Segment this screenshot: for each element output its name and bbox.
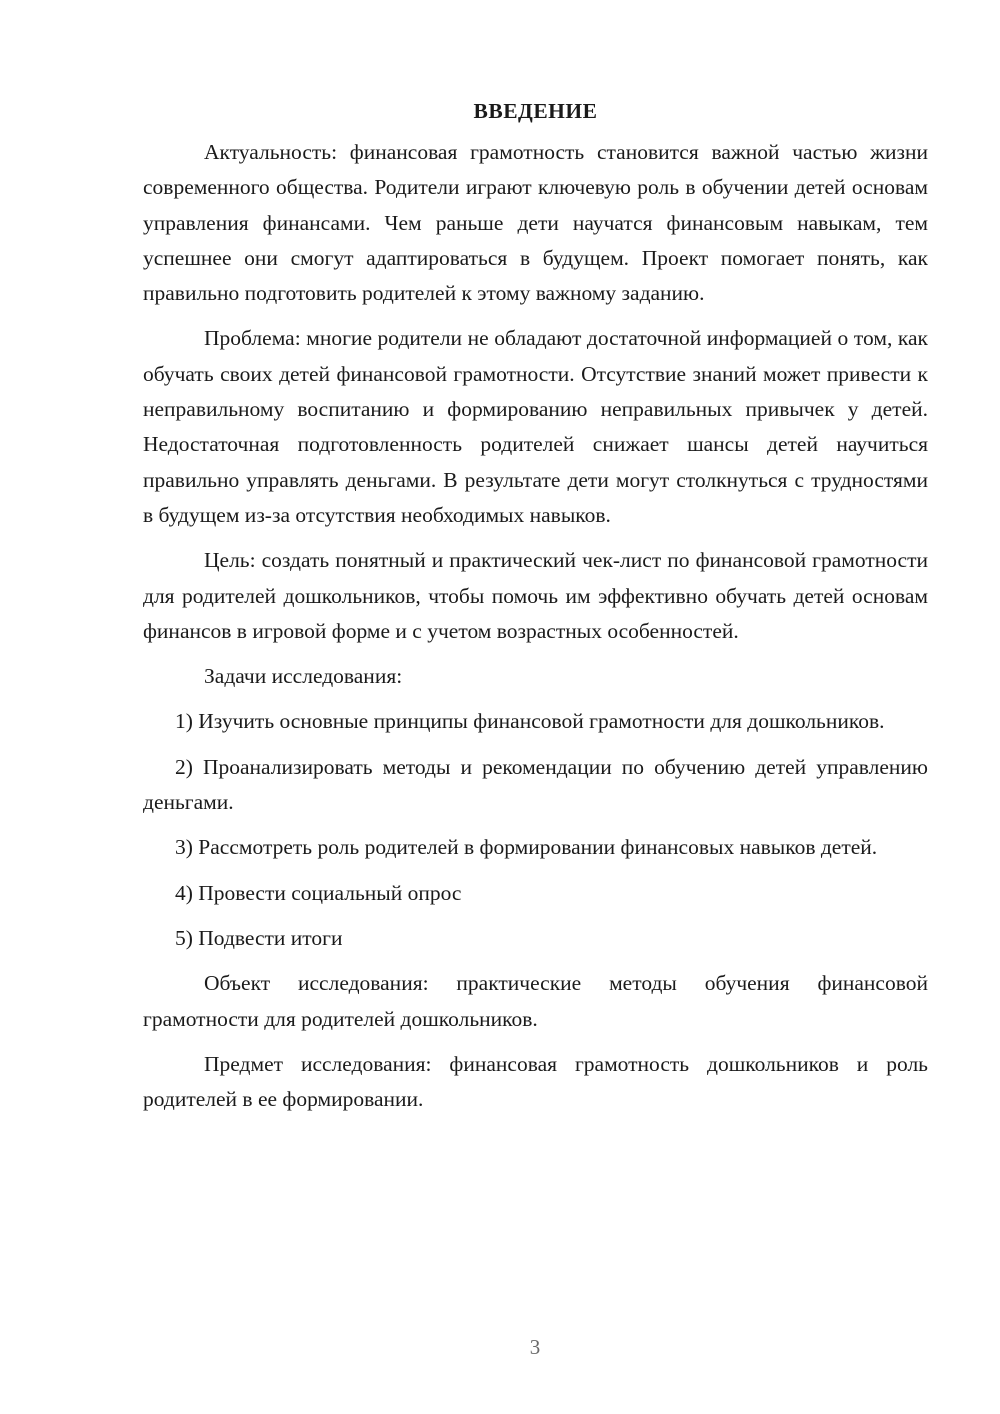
task-item-1: 1) Изучить основные принципы финансовой грамотности для дошкольников. xyxy=(175,709,885,734)
task-item-5: 5) Подвести итоги xyxy=(175,925,343,950)
task-item-2: 2) Проанализировать методы и рекомендации по обучению детей управлению деньгами. xyxy=(143,754,928,815)
page-number: 3 xyxy=(529,1335,541,1359)
tasks-heading: Задачи исследования: xyxy=(204,664,403,689)
task-item-3: 3) Рассмотреть роль родителей в формировании финансовых навыков детей. xyxy=(175,835,878,860)
problem-paragraph: Проблема: многие родители не обладают достаточной информацией о том, как обучать своих детей финансовой грамотности. Отсутствие знаний может привести к неправильному воспитанию и формированию неправильных привычек у детей. Недостаточная подготовленность родителей снижает шансы детей научиться правильно управлять деньгами. В результате дети могут столкнуться с трудностями в будущем из-за отсутствия необходимых навыков. xyxy=(143,326,928,527)
object-paragraph: Объект исследования: практические методы обучения финансовой грамотности для родителей дошкольников. xyxy=(143,971,928,1031)
subject-paragraph: Предмет исследования: финансовая грамотность дошкольников и роль родителей в ее формировании. xyxy=(143,1051,928,1112)
task-item-4: 4) Провести социальный опрос xyxy=(175,880,462,905)
page-title: ВВЕДЕНИЕ xyxy=(473,99,598,123)
document-body xyxy=(143,94,928,1117)
relevance-paragraph: Актуальность: финансовая грамотность становится важной частью жизни современного общества. Родители играют ключевую роль в обучении детей основам управления финансами. Чем раньше дети научатся финансовым навыкам, тем успешнее они смогут адаптироваться в будущем. Проект помогает понять, как правильно подготовить родителей к этому важному заданию. xyxy=(143,140,928,306)
goal-paragraph: Цель: создать понятный и практический чек-лист по финансовой грамотности для родителей дошкольников, чтобы помочь им эффективно обучать детей основам финансов в игровой форме и с учетом возрастных особенностей. xyxy=(143,548,928,643)
